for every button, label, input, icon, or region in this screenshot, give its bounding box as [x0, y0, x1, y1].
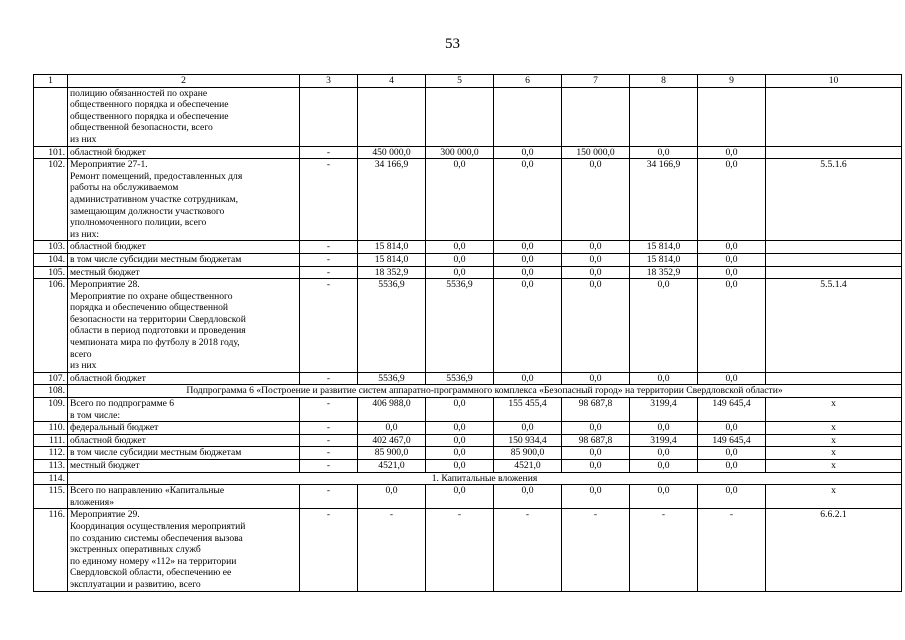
value-cell: -	[300, 266, 358, 279]
section-title-cell: 1. Капитальные вложения	[68, 472, 902, 485]
table-row	[34, 372, 902, 385]
value-cell: 0,0	[562, 279, 630, 373]
description-cell	[68, 159, 300, 241]
header-cell: 7	[562, 75, 630, 88]
value-cell: 85 900,0	[494, 447, 562, 460]
description-line: административном участке сотрудникам,	[70, 193, 238, 205]
value-cell: 402 467,0	[358, 434, 426, 447]
table-row	[34, 485, 902, 509]
value-cell: x	[766, 485, 902, 509]
description-line: общественного порядка и обеспечение	[70, 110, 229, 122]
table-row	[34, 159, 902, 241]
value-cell: -	[562, 509, 630, 591]
value-cell: 5.5.1.4	[766, 279, 902, 373]
value-cell: 149 645,4	[698, 398, 766, 422]
value-cell: 98 687,8	[562, 398, 630, 422]
value-cell: 150 934,4	[494, 434, 562, 447]
value-cell: -	[300, 485, 358, 509]
value-cell: 0,0	[630, 146, 698, 159]
value-cell: 98 687,8	[562, 434, 630, 447]
value-cell: 0,0	[358, 422, 426, 435]
value-cell: 0,0	[630, 485, 698, 509]
value-cell: 4521,0	[358, 460, 426, 473]
table-row	[34, 146, 902, 159]
row-number-cell: 108.	[34, 385, 68, 398]
table-row	[34, 398, 902, 422]
value-cell: 0,0	[426, 460, 494, 473]
table-body	[34, 75, 902, 592]
description-line: в том числе:	[70, 409, 121, 421]
value-cell: -	[300, 146, 358, 159]
description-cell	[68, 509, 300, 591]
value-cell	[426, 87, 494, 146]
description-cell	[68, 279, 300, 373]
row-number-cell: 105.	[34, 266, 68, 279]
value-cell: 0,0	[630, 372, 698, 385]
description-line: Свердловской области, обеспечению ее	[70, 567, 232, 579]
description-line: области в период подготовки и проведения	[70, 325, 246, 337]
description-line: областной бюджет	[70, 241, 146, 253]
description-line: Мероприятие 29.	[70, 509, 140, 521]
table-row	[34, 422, 902, 435]
page-number: 53	[445, 36, 460, 52]
value-cell: -	[300, 447, 358, 460]
value-cell: -	[300, 509, 358, 591]
value-cell: 0,0	[426, 241, 494, 254]
value-cell: 0,0	[426, 253, 494, 266]
row-number-cell: 101.	[34, 146, 68, 159]
value-cell: -	[300, 460, 358, 473]
value-cell: -	[300, 159, 358, 241]
description-cell	[68, 434, 300, 447]
value-cell: -	[630, 509, 698, 591]
description-line: Мероприятие по охране общественного	[70, 290, 233, 302]
description-line: общественной безопасности, всего	[70, 122, 213, 134]
description-line: в том числе субсидии местным бюджетам	[70, 253, 242, 265]
row-number-cell: 106.	[34, 279, 68, 373]
value-cell: -	[300, 398, 358, 422]
description-line: в том числе субсидии местным бюджетам	[70, 447, 242, 459]
value-cell: -	[300, 372, 358, 385]
description-cell	[68, 398, 300, 422]
description-line: порядка и обеспечению общественной	[70, 302, 229, 314]
value-cell: 300 000,0	[426, 146, 494, 159]
value-cell: 5.5.1.6	[766, 159, 902, 241]
value-cell: 4521,0	[494, 460, 562, 473]
description-line: уполномоченного полиции, всего	[70, 217, 207, 229]
value-cell: 5536,9	[358, 372, 426, 385]
value-cell: 18 352,9	[630, 266, 698, 279]
table-row	[34, 87, 902, 146]
header-cell: 8	[630, 75, 698, 88]
value-cell: 15 814,0	[358, 253, 426, 266]
value-cell: 34 166,9	[358, 159, 426, 241]
description-line: Координация осуществления мероприятий	[70, 520, 246, 532]
value-cell: 0,0	[698, 422, 766, 435]
header-cell: 2	[68, 75, 300, 88]
value-cell: 0,0	[494, 159, 562, 241]
value-cell: 6.6.2.1	[766, 509, 902, 591]
value-cell: 0,0	[698, 159, 766, 241]
value-cell: -	[300, 253, 358, 266]
value-cell: -	[494, 509, 562, 591]
value-cell: 0,0	[698, 279, 766, 373]
description-line: из них	[70, 133, 97, 145]
table-row	[34, 434, 902, 447]
value-cell: 3199,4	[630, 398, 698, 422]
value-cell: 0,0	[494, 422, 562, 435]
value-cell	[766, 146, 902, 159]
value-cell: 450 000,0	[358, 146, 426, 159]
value-cell: 15 814,0	[358, 241, 426, 254]
value-cell: 0,0	[562, 253, 630, 266]
value-cell: 0,0	[494, 279, 562, 373]
value-cell: 3199,4	[630, 434, 698, 447]
description-line: чемпионата мира по футболу в 2018 году,	[70, 337, 240, 349]
description-cell	[68, 87, 300, 146]
row-number-cell	[34, 87, 68, 146]
value-cell: 0,0	[426, 485, 494, 509]
description-line: Всего по подпрограмме 6	[70, 398, 175, 410]
description-cell	[68, 485, 300, 509]
value-cell: x	[766, 422, 902, 435]
value-cell: 0,0	[494, 372, 562, 385]
value-cell	[766, 87, 902, 146]
description-line: Всего по направлению «Капитальные	[70, 485, 225, 497]
table-row	[34, 447, 902, 460]
description-line: работы на обслуживаемом	[70, 182, 179, 194]
value-cell: 0,0	[698, 241, 766, 254]
value-cell: -	[300, 279, 358, 373]
value-cell	[766, 241, 902, 254]
value-cell: 0,0	[698, 485, 766, 509]
table-row	[34, 472, 902, 485]
value-cell	[358, 87, 426, 146]
value-cell: -	[300, 434, 358, 447]
value-cell: 155 455,4	[494, 398, 562, 422]
value-cell	[562, 87, 630, 146]
value-cell	[766, 372, 902, 385]
value-cell: 0,0	[630, 447, 698, 460]
description-cell	[68, 460, 300, 473]
header-cell: 10	[766, 75, 902, 88]
description-line: Мероприятие 27-1.	[70, 159, 148, 171]
description-line: общественного порядка и обеспечение	[70, 99, 229, 111]
table-row	[34, 241, 902, 254]
table-row	[34, 509, 902, 591]
description-line: по созданию системы обеспечения вызова	[70, 532, 243, 544]
row-number-cell: 110.	[34, 422, 68, 435]
description-line: вложения»	[70, 496, 114, 508]
description-cell	[68, 422, 300, 435]
value-cell: 5536,9	[426, 372, 494, 385]
row-number-cell: 112.	[34, 447, 68, 460]
value-cell: 0,0	[426, 434, 494, 447]
value-cell: 150 000,0	[562, 146, 630, 159]
row-number-cell: 103.	[34, 241, 68, 254]
value-cell: 0,0	[358, 485, 426, 509]
description-line: местный бюджет	[70, 266, 140, 278]
header-cell: 4	[358, 75, 426, 88]
description-line: областной бюджет	[70, 434, 146, 446]
table-row	[34, 279, 902, 373]
value-cell: 0,0	[562, 372, 630, 385]
value-cell: 0,0	[562, 422, 630, 435]
value-cell: 0,0	[494, 241, 562, 254]
value-cell: 5536,9	[358, 279, 426, 373]
table-row	[34, 253, 902, 266]
value-cell: 0,0	[630, 460, 698, 473]
description-cell	[68, 253, 300, 266]
value-cell: 149 645,4	[698, 434, 766, 447]
value-cell: 0,0	[562, 460, 630, 473]
row-number-cell: 102.	[34, 159, 68, 241]
description-cell	[68, 447, 300, 460]
value-cell: 406 988,0	[358, 398, 426, 422]
value-cell: -	[300, 422, 358, 435]
description-line: Ремонт помещений, предоставленных для	[70, 170, 243, 182]
description-line: федеральный бюджет	[70, 422, 159, 434]
value-cell: 15 814,0	[630, 241, 698, 254]
value-cell: 0,0	[426, 447, 494, 460]
description-line: безопасности на территории Свердловской	[70, 313, 246, 325]
row-number-cell: 109.	[34, 398, 68, 422]
value-cell: 0,0	[562, 159, 630, 241]
description-line: областной бюджет	[70, 372, 146, 384]
value-cell: 0,0	[698, 253, 766, 266]
description-line: полицию обязанностей по охране	[70, 87, 208, 99]
description-line: из них	[70, 360, 97, 372]
value-cell: x	[766, 447, 902, 460]
header-cell: 1	[34, 75, 68, 88]
row-number-cell: 116.	[34, 509, 68, 591]
row-number-cell: 104.	[34, 253, 68, 266]
value-cell: -	[426, 509, 494, 591]
value-cell: -	[300, 241, 358, 254]
description-line: местный бюджет	[70, 460, 140, 471]
table-row	[34, 266, 902, 279]
description-line: областной бюджет	[70, 146, 146, 158]
value-cell: 0,0	[426, 159, 494, 241]
value-cell	[494, 87, 562, 146]
value-cell	[630, 87, 698, 146]
value-cell	[698, 87, 766, 146]
row-number-cell: 114.	[34, 472, 68, 485]
value-cell	[300, 87, 358, 146]
value-cell: 0,0	[562, 266, 630, 279]
value-cell: 5536,9	[426, 279, 494, 373]
header-cell: 5	[426, 75, 494, 88]
value-cell: 0,0	[562, 485, 630, 509]
value-cell: 0,0	[494, 485, 562, 509]
value-cell: 0,0	[698, 146, 766, 159]
description-line: Мероприятие 28.	[70, 279, 140, 291]
value-cell: 34 166,9	[630, 159, 698, 241]
value-cell: 0,0	[698, 372, 766, 385]
description-line: по единому номеру «112» на территории	[70, 555, 237, 567]
description-line: эксплуатации и развитию, всего	[70, 578, 201, 590]
row-number-cell: 107.	[34, 372, 68, 385]
value-cell: 0,0	[698, 266, 766, 279]
section-title-cell: Подпрограмма 6 «Построение и развитие систем аппаратно-программного комплекса «Безопасный город» на территории Свердловской области»	[68, 385, 902, 398]
value-cell: -	[358, 509, 426, 591]
value-cell	[766, 266, 902, 279]
table-header-row	[34, 75, 902, 88]
budget-table	[33, 74, 902, 592]
value-cell: 0,0	[426, 266, 494, 279]
value-cell: x	[766, 398, 902, 422]
description-cell	[68, 241, 300, 254]
value-cell: -	[698, 509, 766, 591]
value-cell: 0,0	[494, 146, 562, 159]
value-cell: 0,0	[562, 241, 630, 254]
table-row	[34, 385, 902, 398]
value-cell: 0,0	[494, 266, 562, 279]
value-cell: 18 352,9	[358, 266, 426, 279]
value-cell: 15 814,0	[630, 253, 698, 266]
description-line: экстренных оперативных служб	[70, 544, 201, 556]
description-line: замещающим должности участкового	[70, 205, 225, 217]
value-cell: 0,0	[494, 253, 562, 266]
description-cell	[68, 146, 300, 159]
value-cell: 0,0	[698, 460, 766, 473]
description-line: всего	[70, 348, 92, 360]
row-number-cell: 115.	[34, 485, 68, 509]
row-number-cell: 113.	[34, 460, 68, 473]
value-cell: 0,0	[426, 422, 494, 435]
header-cell: 3	[300, 75, 358, 88]
value-cell: 0,0	[426, 398, 494, 422]
description-cell	[68, 266, 300, 279]
description-line: из них:	[70, 228, 100, 240]
header-cell: 9	[698, 75, 766, 88]
value-cell: 85 900,0	[358, 447, 426, 460]
table-row	[34, 460, 902, 473]
value-cell: 0,0	[630, 422, 698, 435]
value-cell: x	[766, 460, 902, 473]
header-cell: 6	[494, 75, 562, 88]
value-cell: 0,0	[630, 279, 698, 373]
description-cell	[68, 372, 300, 385]
row-number-cell: 111.	[34, 434, 68, 447]
value-cell: 0,0	[698, 447, 766, 460]
value-cell: x	[766, 434, 902, 447]
value-cell	[766, 253, 902, 266]
value-cell: 0,0	[562, 447, 630, 460]
